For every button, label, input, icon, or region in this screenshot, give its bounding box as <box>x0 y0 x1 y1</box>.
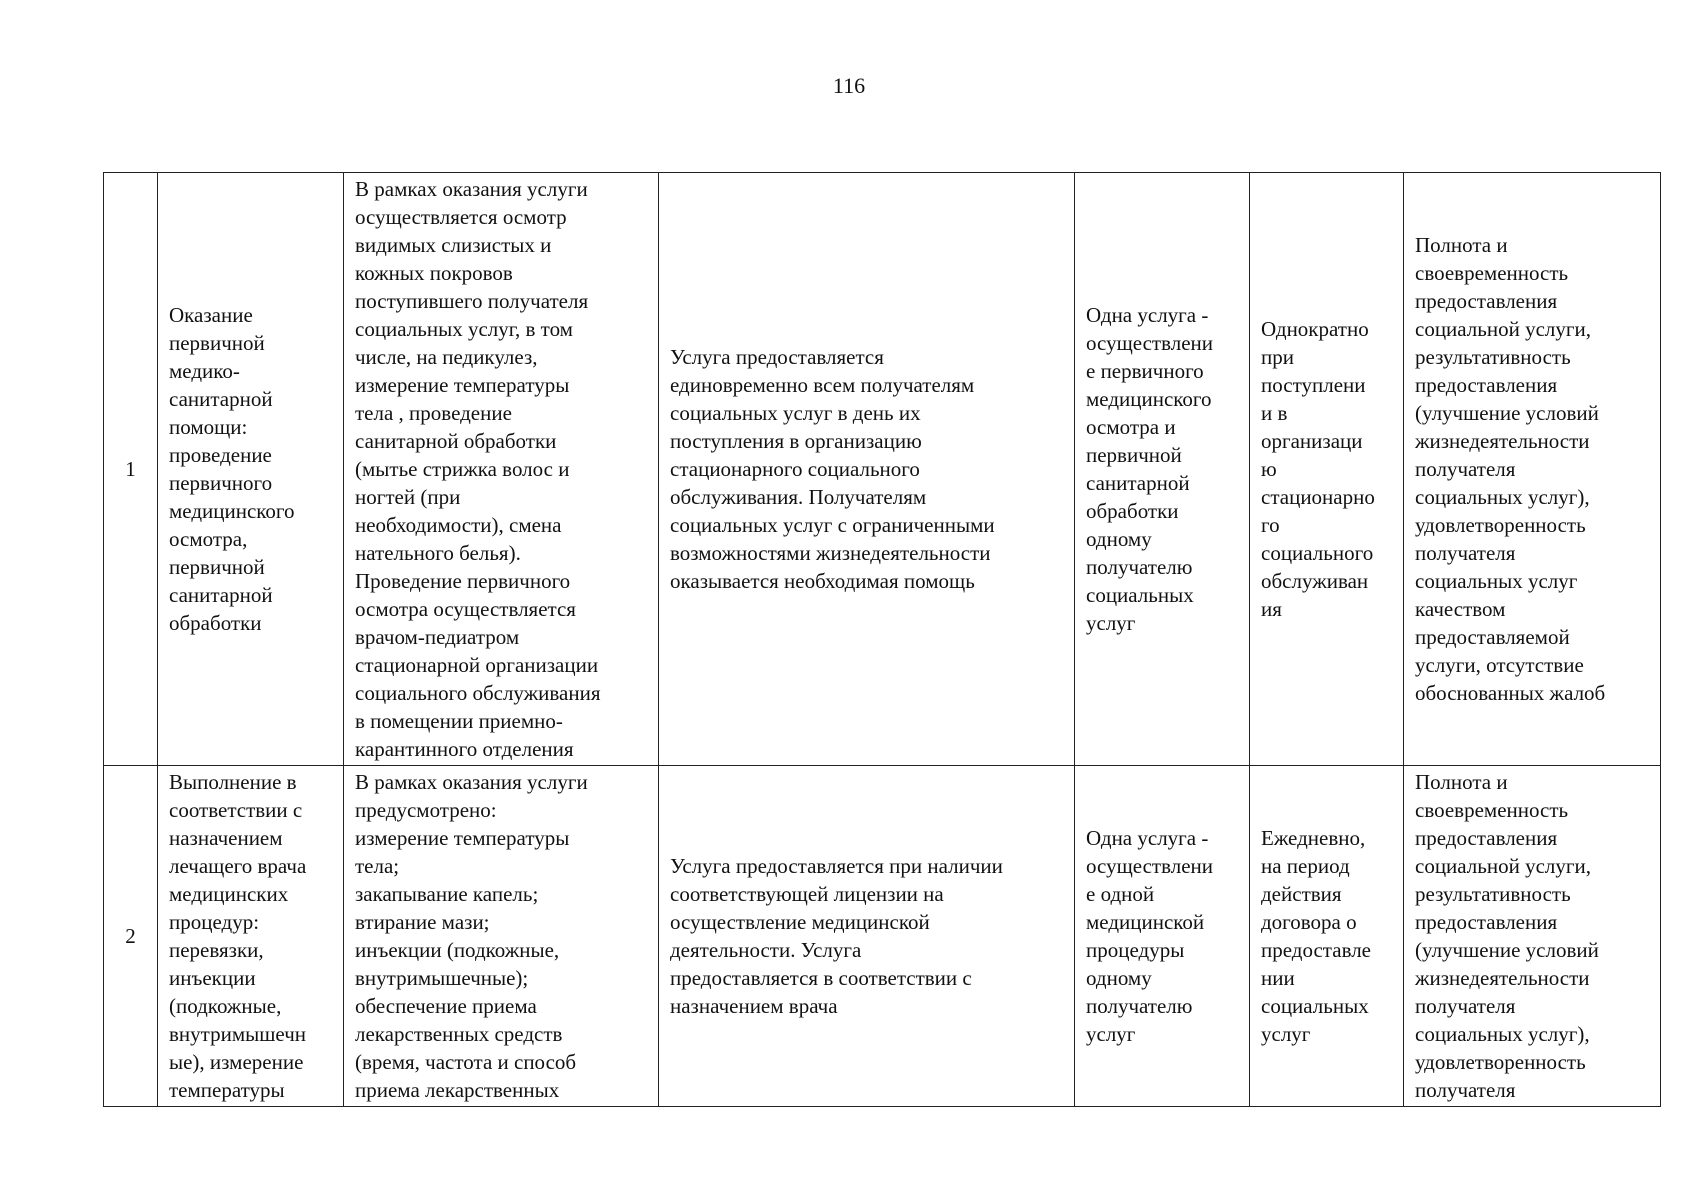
service-period: Однократно при поступлени и в организаци ю стационарно го социального обслуживан ия <box>1250 173 1404 766</box>
service-content: В рамках оказания услуги осуществляется осмотр видимых слизистых и кожных покровов поступившего получателя социальных услуг, в том числе, на педикулез, измерение температуры тела , проведение санитарной обработки (мытье стрижка волос и ногтей (при необходимости), смена нательного белья). Проведение первичного осмотра осуществляется врачом-педиатром стационарной организации социального обслуживания в помещении приемно- карантинного отделения <box>344 173 659 766</box>
service-period: Ежедневно, на период действия договора о предоставле нии социальных услуг <box>1250 766 1404 1107</box>
service-description: Услуга предоставляется при наличии соответствующей лицензии на осуществление медицинской деятельности. Услуга предоставляется в соответствии с назначением врача <box>659 766 1075 1107</box>
services-table <box>103 172 1661 1107</box>
table-row <box>104 173 1661 766</box>
service-content: В рамках оказания услуги предусмотрено: измерение температуры тела; закапывание капель; втирание мази; инъекции (подкожные, внутримышечные); обеспечение приема лекарственных средств (время, частота и способ приема лекарственных <box>344 766 659 1107</box>
service-unit: Одна услуга - осуществлени е одной медицинской процедуры одному получателю услуг <box>1075 766 1250 1107</box>
service-unit: Одна услуга - осуществлени е первичного медицинского осмотра и первичной санитарной обработки одному получателю социальных услуг <box>1075 173 1250 766</box>
service-name: Выполнение в соответствии с назначением лечащего врача медицинских процедур: перевязки, инъекции (подкожные, внутримышечн ые), измерение температуры <box>158 766 344 1107</box>
service-name: Оказание первичной медико- санитарной помощи: проведение первичного медицинского осмотра, первичной санитарной обработки <box>158 173 344 766</box>
service-quality: Полнота и своевременность предоставления социальной услуги, результативность предоставления (улучшение условий жизнедеятельности получателя социальных услуг), удовлетворенность получателя социальных услуг качеством предоставляемой услуги, отсутствие обоснованных жалоб <box>1404 173 1661 766</box>
row-number: 2 <box>104 766 158 1107</box>
page-number: 116 <box>832 73 866 98</box>
service-description: Услуга предоставляется единовременно всем получателям социальных услуг в день их поступления в организацию стационарного социального обслуживания. Получателям социальных услуг с ограниченными возможностями жизнедеятельности оказывается необходимая помощь <box>659 173 1075 766</box>
service-quality: Полнота и своевременность предоставления социальной услуги, результативность предоставления (улучшение условий жизнедеятельности получателя социальных услуг), удовлетворенность получателя <box>1404 766 1661 1107</box>
row-number: 1 <box>104 173 158 766</box>
table-row <box>104 766 1661 1107</box>
